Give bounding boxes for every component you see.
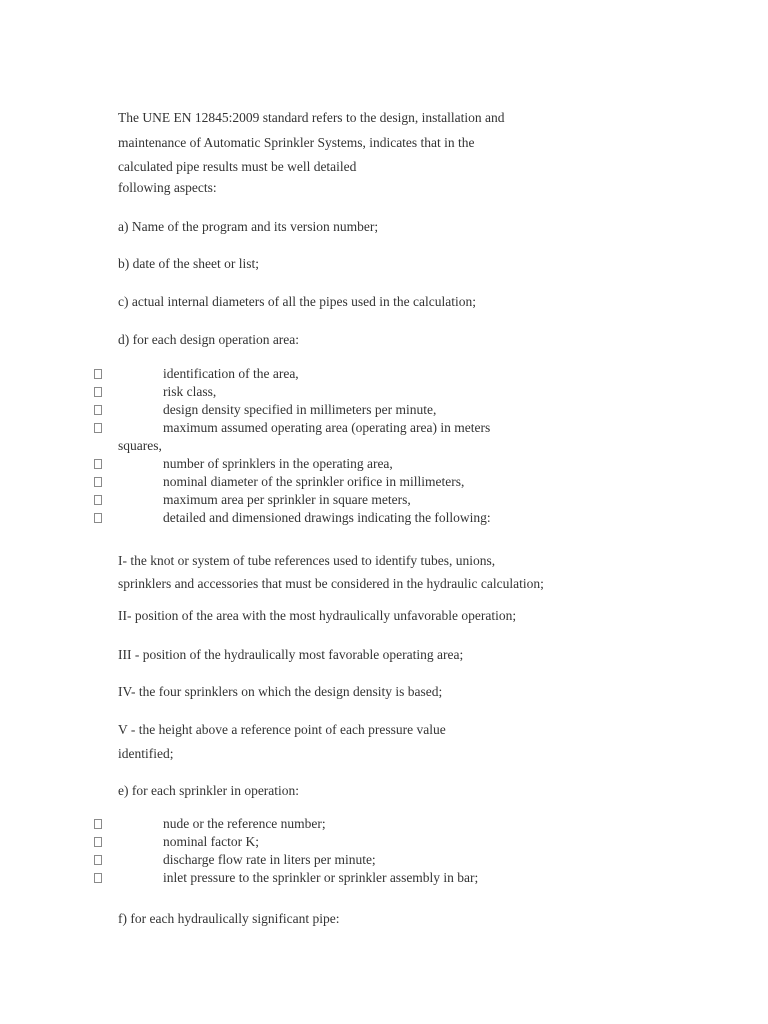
bullet-item: risk class, bbox=[163, 384, 217, 399]
intro-line: following aspects: bbox=[118, 180, 217, 195]
intro-line: The UNE EN 12845:2009 standard refers to the design, installation and bbox=[118, 110, 505, 125]
bullet-item: number of sprinklers in the operating area, bbox=[163, 456, 393, 471]
bullet-item: nominal diameter of the sprinkler orifice in millimeters, bbox=[163, 474, 465, 489]
bullet-icon bbox=[94, 495, 102, 505]
item-b: b) date of the sheet or list; bbox=[118, 256, 259, 271]
item-c: c) actual internal diameters of all the pipes used in the calculation; bbox=[118, 294, 476, 309]
bullet-icon bbox=[94, 387, 102, 397]
bullet-item: nominal factor K; bbox=[163, 834, 259, 849]
bullet-icon bbox=[94, 405, 102, 415]
bullet-icon bbox=[94, 423, 102, 433]
bullet-item: design density specified in millimeters per minute, bbox=[163, 402, 437, 417]
bullet-icon bbox=[94, 369, 102, 379]
bullet-icon bbox=[94, 513, 102, 523]
bullet-continuation: squares, bbox=[118, 438, 162, 453]
bullet-item: inlet pressure to the sprinkler or sprinkler assembly in bar; bbox=[163, 870, 479, 885]
roman-item: I- the knot or system of tube references used to identify tubes, unions, bbox=[118, 553, 496, 568]
item-a: a) Name of the program and its version number; bbox=[118, 219, 379, 234]
roman-item: IV- the four sprinklers on which the design density is based; bbox=[118, 684, 443, 699]
bullet-item: maximum assumed operating area (operating area) in meters bbox=[163, 420, 491, 435]
roman-item: identified; bbox=[118, 746, 174, 761]
bullet-item: identification of the area, bbox=[163, 366, 299, 381]
bullet-icon bbox=[94, 855, 102, 865]
item-f: f) for each hydraulically significant pipe: bbox=[118, 911, 340, 926]
intro-line: calculated pipe results must be well detailed bbox=[118, 159, 357, 174]
bullet-icon bbox=[94, 477, 102, 487]
bullet-icon bbox=[94, 459, 102, 469]
item-d: d) for each design operation area: bbox=[118, 332, 300, 347]
roman-item: sprinklers and accessories that must be considered in the hydraulic calculation; bbox=[118, 576, 544, 591]
bullet-icon bbox=[94, 873, 102, 883]
bullet-item: maximum area per sprinkler in square meters, bbox=[163, 492, 411, 507]
item-e: e) for each sprinkler in operation: bbox=[118, 783, 300, 798]
bullet-item: discharge flow rate in liters per minute; bbox=[163, 852, 376, 867]
roman-item: II- position of the area with the most hydraulically unfavorable operation; bbox=[118, 608, 517, 623]
bullet-icon bbox=[94, 837, 102, 847]
intro-line: maintenance of Automatic Sprinkler Systems, indicates that in the bbox=[118, 135, 475, 150]
bullet-item: detailed and dimensioned drawings indicating the following: bbox=[163, 510, 491, 525]
roman-item: III - position of the hydraulically most favorable operating area; bbox=[118, 647, 464, 662]
bullet-item: nude or the reference number; bbox=[163, 816, 326, 831]
roman-item: V - the height above a reference point of each pressure value bbox=[118, 722, 446, 737]
bullet-icon bbox=[94, 819, 102, 829]
